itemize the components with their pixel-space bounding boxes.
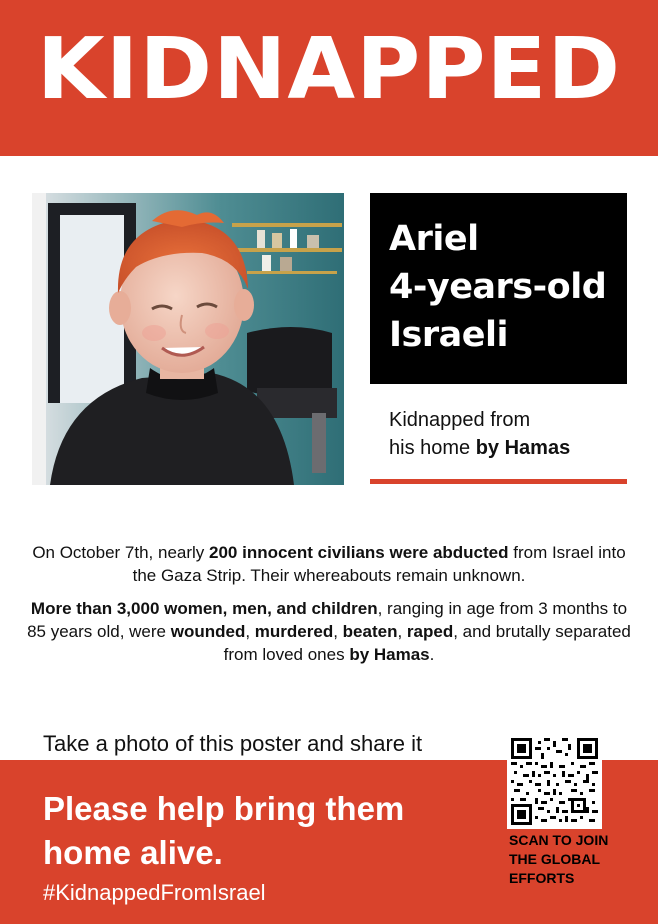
child-portrait-photo — [32, 193, 344, 485]
kidnapped-prefix: Kidnapped from — [389, 409, 531, 431]
kidnapped-from-text — [389, 406, 629, 462]
victim-nationality: Israeli — [389, 315, 508, 355]
headline: KIDNAPPED — [36, 20, 622, 119]
victim-age: 4-years-old — [389, 267, 607, 307]
qr-code[interactable] — [507, 734, 602, 829]
name-box — [370, 193, 627, 384]
kidnapped-by: by Hamas — [475, 437, 571, 459]
share-text: Take a photo of this poster and share it — [43, 731, 423, 756]
hashtag: #KidnappedFromIsrael — [43, 880, 266, 905]
paragraph-casualties: More than 3,000 women, men, and children, ranging in age from 3 months to 85 years old, were wounded, murdered, beaten, raped, and brutally separated from loved ones by Hamas. — [27, 599, 631, 664]
call-to-action: Please help bring them home alive. — [43, 790, 405, 871]
scan-instructions: SCAN TO JOIN THE GLOBAL EFFORTS — [509, 832, 609, 886]
kidnapped-mid: his home — [389, 437, 476, 459]
qr-code-icon — [511, 738, 598, 825]
paragraph-abductions: On October 7th, nearly 200 innocent civilians were abducted from Israel into the Gaza Strip. Their whereabouts remain unknown. — [32, 543, 626, 585]
red-divider — [370, 479, 627, 484]
victim-name: Ariel — [389, 219, 479, 259]
